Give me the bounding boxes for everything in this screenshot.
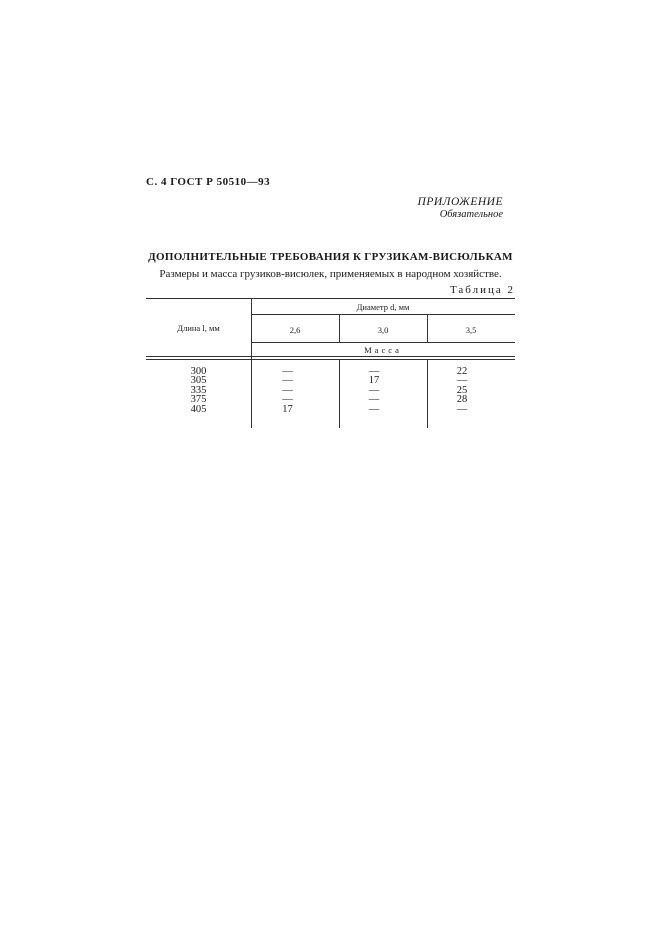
mass-header: Масса [364,345,402,355]
length-column [146,367,251,414]
table-cell-length: 300 [190,366,207,377]
table-cell-length: 405 [190,403,207,415]
diameter-3-0: 3,0 [377,325,389,335]
appendix-label: ПРИЛОЖЕНИЕ [417,196,503,208]
group-header-rule [251,314,515,315]
table-cell-mass: — [282,394,293,406]
mass-column-3-0 [339,367,409,414]
mass-column-2-6 [251,367,324,414]
table-cell-length: 335 [190,384,207,396]
table-cell-mass: — [368,394,380,406]
table-cell-mass: 28 [456,394,468,406]
table-cell-length: 375 [190,394,207,406]
diameter-3-5: 3,5 [465,325,477,335]
table-cell-mass: — [368,366,380,377]
table-cell-mass: — [368,384,380,396]
table-cell-mass: 25 [456,384,468,396]
table-cell-mass: — [282,366,293,377]
table-top-border [146,298,515,299]
header-bottom-border-2 [146,359,515,360]
group-header-diameter: Диаметр d, мм [356,302,410,312]
header-bottom-border [146,356,515,357]
appendix-status: Обязательное [439,209,503,220]
table-cell-mass: — [282,384,293,396]
mass-column-3-5 [427,367,497,414]
table-cell-mass: 17 [282,403,293,415]
section-title: ДОПОЛНИТЕЛЬНЫЕ ТРЕБОВАНИЯ К ГРУЗИКАМ-ВИСЮЛЬКАМ [148,251,513,263]
table-cell-mass: — [282,375,293,387]
appendix-block [418,196,503,220]
table-cell-mass: — [456,403,468,415]
row-header-length: Длина l, мм [177,323,220,333]
table-label: Таблица 2 [449,284,515,296]
table-cell-mass: 22 [456,366,468,377]
table-cell-mass: — [368,403,380,415]
table-cell-mass: 17 [368,375,380,387]
table-cell-mass: — [456,375,468,387]
diameter-rule [251,342,515,343]
table-subtitle: Размеры и масса грузиков-висюлек, применяемых в народном хозяйстве. [159,268,502,280]
page-header: С. 4 ГОСТ Р 50510—93 [146,176,271,188]
table-cell-length: 305 [190,375,207,387]
diameter-2-6: 2,6 [289,325,301,335]
